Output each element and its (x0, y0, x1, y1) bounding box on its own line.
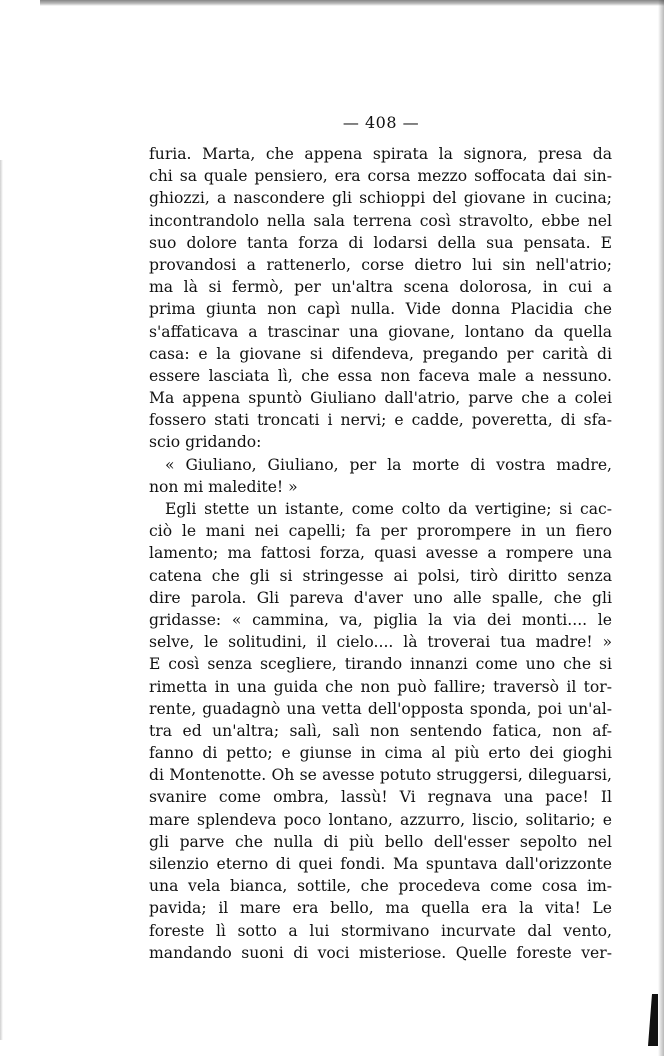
text-line-25: rimetta in una guida che non può fallire; traversò il tor- (149, 677, 612, 696)
text-line-20: catena che gli si stringesse ai polsi, tirò diritto senza (149, 566, 612, 585)
body-text (149, 143, 612, 964)
page-edge-shadow-top (40, 0, 664, 6)
text-line-37: mandando suoni di voci misteriose. Quelle foreste ver- (149, 943, 612, 962)
text-line-32: gli parve che nulla di più bello dell'esser sepolto nel (149, 832, 612, 851)
text-line-31: mare splendeva poco lontano, azzurro, liscio, solitario; e (149, 810, 612, 829)
text-line-27: tra ed un'altra; salì, salì non sentendo fatica, non af- (149, 721, 612, 740)
text-line-35: pavida; il mare era bello, ma quella era la vita! Le (149, 899, 612, 918)
text-line-36: foreste lì sotto a lui stormivano incurvate dal vento, (149, 921, 612, 940)
text-line-14: scio gridando: (149, 433, 262, 452)
text-line-7: ma là si fermò, per un'altra scena dolorosa, in cui a (149, 278, 612, 297)
text-line-13: fossero stati troncati i nervi; e cadde, poveretta, di sfa- (149, 411, 612, 430)
text-line-29: di Montenotte. Oh se avesse potuto struggersi, dileguarsi, (149, 766, 612, 785)
text-line-12: Ma appena spuntò Giuliano dall'atrio, parve che a colei (149, 389, 612, 408)
text-line-23: selve, le solitudini, il cielo.... là troverai tua madre! » (149, 633, 612, 652)
text-line-1: furia. Marta, che appena spirata la signora, presa da (149, 145, 612, 163)
text-line-33: silenzio eterno di quei fondi. Ma spuntava dall'orizzonte (149, 855, 612, 873)
text-line-28: fanno di petto; e giunse in cima al più erto dei gioghi (149, 744, 612, 763)
text-line-9: s'affaticava a trascinar una giovane, lontano da quella (149, 322, 612, 341)
text-line-21: dire parola. Gli pareva d'aver uno alle spalle, che gli (149, 588, 612, 607)
text-line-4: incontrandolo nella sala terrena così stravolto, ebbe nel (149, 211, 612, 230)
text-line-3: ghiozzi, a nascondere gli schioppi del giovane in cucina; (149, 189, 612, 208)
text-line-16: non mi maledite! » (149, 477, 298, 496)
text-line-6: provandosi a rattenerlo, corse dietro lui sin nell'atrio; (149, 255, 612, 274)
text-line-18: ciò le mani nei capelli; fa per prorompere in un fiero (149, 522, 612, 541)
page-corner-mark (648, 994, 658, 1046)
text-line-26: rente, guadagnò una vetta dell'opposta sponda, poi un'al- (149, 699, 612, 718)
text-line-22: gridasse: « cammina, va, piglia la via dei monti.... le (149, 610, 612, 629)
page-number: — 408 — (342, 113, 420, 132)
page-edge-shadow-left (0, 160, 3, 1040)
text-line-34: una vela bianca, sottile, che procedeva come cosa im- (149, 877, 612, 896)
text-line-15: « Giuliano, Giuliano, per la morte di vostra madre, (165, 455, 612, 474)
text-line-24: E così senza scegliere, tirando innanzi come uno che si (149, 655, 612, 674)
text-line-17: Egli stette un istante, come colto da vertigine; si cac- (165, 500, 612, 518)
text-line-2: chi sa quale pensiero, era corsa mezzo soffocata dai sin- (149, 167, 612, 186)
text-line-5: suo dolore tanta forza di lodarsi della sua pensata. E (149, 233, 612, 252)
text-line-30: svanire come ombra, lassù! Vi regnava una pace! Il (149, 788, 612, 807)
text-line-8: prima giunta non capì nulla. Vide donna Placidia che (149, 300, 612, 319)
text-line-10: casa: e la giovane si difendeva, pregando per carità di (149, 344, 612, 363)
page-edge-shadow-right (658, 0, 664, 1056)
text-line-11: essere lasciata lì, che essa non faceva male a nessuno. (149, 366, 612, 385)
text-line-19: lamento; ma fattosi forza, quasi avesse a rompere una (149, 544, 612, 563)
